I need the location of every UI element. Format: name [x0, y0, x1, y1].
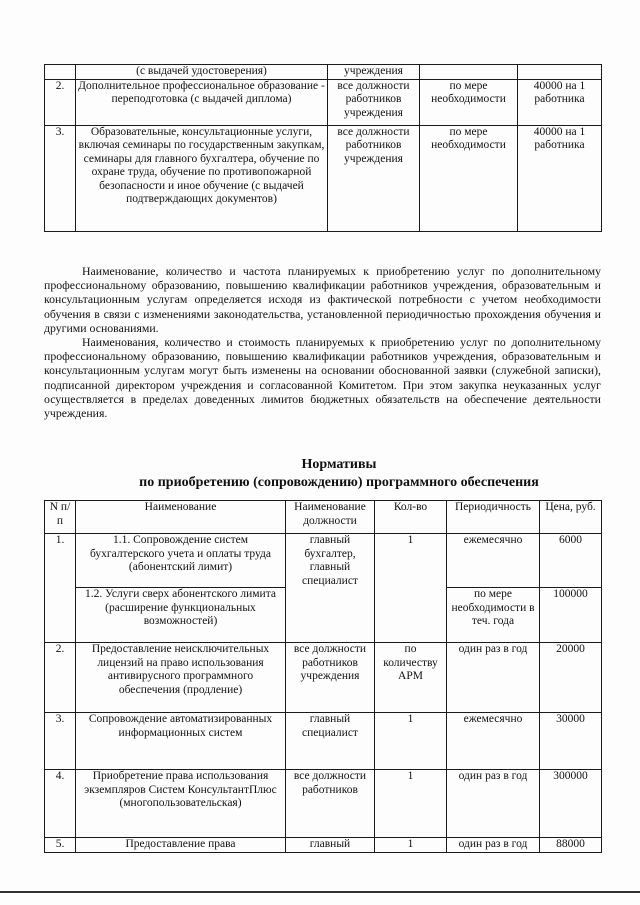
- table-row: [45, 838, 602, 853]
- position: главный: [286, 838, 375, 853]
- row-number: 1.: [45, 534, 76, 643]
- position: главный специалист: [286, 713, 375, 770]
- col-header-price: Цена, руб.: [540, 501, 602, 534]
- periodicity: один раз в год: [447, 770, 540, 838]
- table-row: [45, 643, 602, 713]
- col-header-position: Наименование должности: [286, 501, 375, 534]
- quantity: 1: [375, 534, 447, 643]
- item-name: 1.1. Сопровождение систем бухгалтерского учета и оплаты труда (абонентский лимит): [76, 534, 286, 588]
- row-number: 2.: [45, 643, 76, 713]
- col-header-num: N п/п: [45, 501, 76, 534]
- table-row: [45, 770, 602, 838]
- periodicity: по мере необходимости в теч. года: [447, 588, 540, 643]
- quantity: 1: [375, 770, 447, 838]
- periodicity: [420, 65, 518, 80]
- col-header-name: Наименование: [76, 501, 286, 534]
- periodicity: один раз в год: [447, 838, 540, 853]
- service-name: Образовательные, консультационные услуги, включая семинары по государственным закупкам, семинары для главного бухгалтера, обучение по охране труда, обучение по противопожарной безопасности и иное обучение (с выдачей подтверждающих документов): [76, 125, 328, 231]
- section-heading: [44, 456, 634, 492]
- section-subtitle: по приобретению (сопровождению) программного обеспечения: [139, 475, 539, 490]
- item-name: Приобретение права использования экземпляров Систем КонсультантПлюс (многопользовательская): [76, 770, 286, 838]
- row-number: 4.: [45, 770, 76, 838]
- row-number: 3.: [45, 713, 76, 770]
- price: 6000: [540, 534, 602, 588]
- row-number: 2.: [45, 79, 76, 125]
- table-header-row: [45, 501, 602, 534]
- training-table: [44, 64, 602, 232]
- quantity: 1: [375, 838, 447, 853]
- item-name: Сопровождение автоматизированных информационных систем: [76, 713, 286, 770]
- body-text: [44, 264, 601, 420]
- item-name: Предоставление неисключительных лицензий на право использования антивирусного программного обеспечения (продление): [76, 643, 286, 713]
- price: 100000: [540, 588, 602, 643]
- software-table: [44, 500, 602, 853]
- paragraph: Наименование, количество и частота планируемых к приобретению услуг по дополнительному профессиональному образованию, повышению квалификации работников учреждения, образовательным и консультационным услугам определяется исходя из фактической потребности с учетом необходимости обучения в связи с изменениями законодательства, установленной периодичностью прохождения обучения и другими основаниями.: [44, 264, 601, 335]
- quantity: 1: [375, 713, 447, 770]
- price: 88000: [540, 838, 602, 853]
- price: 300000: [540, 770, 602, 838]
- section-title: Нормативы: [301, 457, 377, 472]
- position: главный бухгалтер, главный специалист: [286, 534, 375, 643]
- table-row: [45, 125, 602, 231]
- price: 40000 на 1 работника: [518, 125, 602, 231]
- col-header-qty: Кол-во: [375, 501, 447, 534]
- periodicity: один раз в год: [447, 643, 540, 713]
- position: все должности работников: [286, 770, 375, 838]
- periodicity: по мере необходимости: [420, 125, 518, 231]
- table-row: [45, 713, 602, 770]
- positions: учреждения: [328, 65, 420, 80]
- price: [518, 65, 602, 80]
- price: 20000: [540, 643, 602, 713]
- item-name: 1.2. Услуги сверх абонентского лимита (расширение функциональных возможностей): [76, 588, 286, 643]
- service-name: (с выдачей удостоверения): [76, 65, 328, 80]
- price: 40000 на 1 работника: [518, 79, 602, 125]
- paragraph: Наименования, количество и стоимость планируемых к приобретению услуг по дополнительному профессиональному образованию, повышению квалификации работников учреждения, образовательным и консультационным услугам могут быть изменены на основании обоснованной заявки (служебной записки), подписанной директором учреждения и согласованной Комитетом. При этом закупка неуказанных услуг осуществляется в пределах доведенных лимитов бюджетных обязательств на обеспечение деятельности учреждения.: [44, 335, 601, 421]
- periodicity: ежемесячно: [447, 534, 540, 588]
- quantity: по количеству АРМ: [375, 643, 447, 713]
- positions: все должности работников учреждения: [328, 79, 420, 125]
- row-number: 5.: [45, 838, 76, 853]
- scan-edge-line: [0, 891, 640, 893]
- table-row: [45, 534, 602, 588]
- item-name: Предоставление права: [76, 838, 286, 853]
- table-row: [45, 65, 602, 80]
- positions: все должности работников учреждения: [328, 125, 420, 231]
- position: все должности работников учреждения: [286, 643, 375, 713]
- service-name: Дополнительное профессиональное образование - переподготовка (с выдачей диплома): [76, 79, 328, 125]
- periodicity: по мере необходимости: [420, 79, 518, 125]
- periodicity: ежемесячно: [447, 713, 540, 770]
- row-number: [45, 65, 76, 80]
- table-row: [45, 79, 602, 125]
- col-header-period: Периодичность: [447, 501, 540, 534]
- price: 30000: [540, 713, 602, 770]
- row-number: 3.: [45, 125, 76, 231]
